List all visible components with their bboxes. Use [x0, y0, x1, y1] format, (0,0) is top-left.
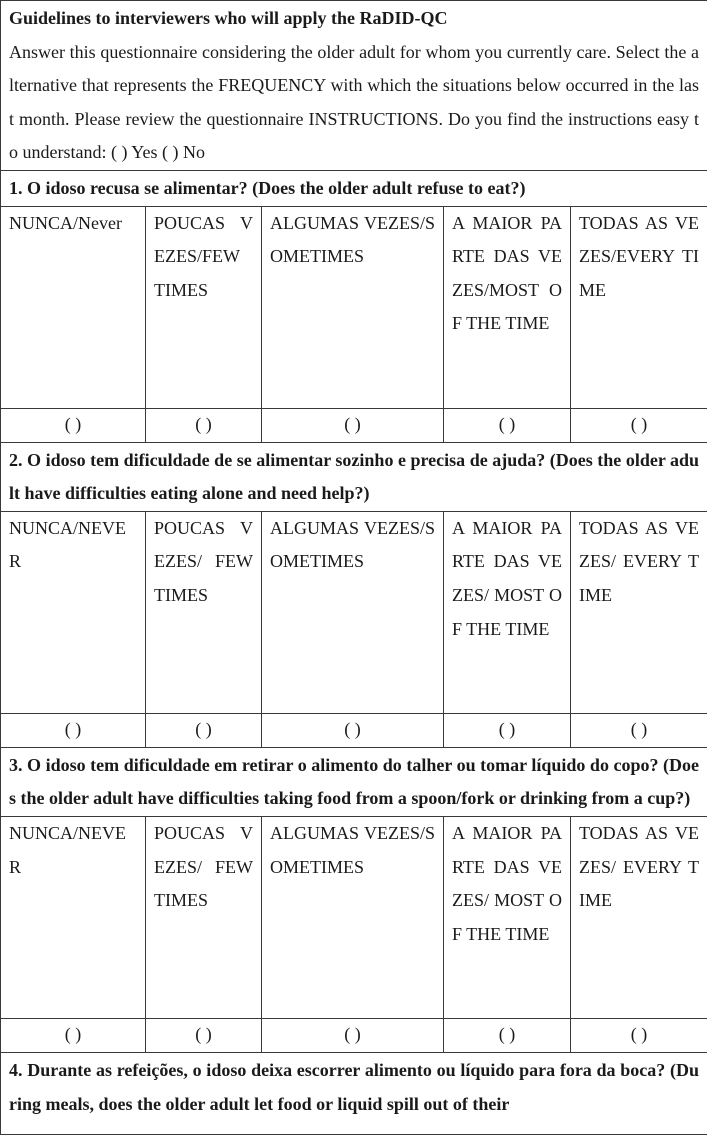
options-row: [1, 206, 707, 408]
answer-checkbox-most-of-the-time[interactable]: ( ): [444, 408, 571, 442]
answer-checkbox-every-time[interactable]: ( ): [571, 713, 707, 747]
answer-checkbox-few-times[interactable]: ( ): [146, 408, 262, 442]
marks-row: [1, 408, 707, 442]
option-never: NUNCA/Never: [1, 206, 146, 408]
option-sometimes: ALGUMAS VEZES/SOMETIMES: [262, 816, 444, 1018]
answer-checkbox-few-times[interactable]: ( ): [146, 1018, 262, 1052]
option-most-of-the-time: A MAIOR PARTE DAS VEZES/MOST OF THE TIME: [444, 206, 571, 408]
options-row: [1, 511, 707, 713]
question-3-text: 3. O idoso tem dificuldade em retirar o alimento do talher ou tomar líquido do copo? (Does the older adult have difficulties taking food from a spoon/fork or drinking from a cup?): [1, 747, 707, 816]
option-sometimes: ALGUMAS VEZES/SOMETIMES: [262, 511, 444, 713]
answer-checkbox-every-time[interactable]: ( ): [571, 1018, 707, 1052]
question-row: [1, 1052, 707, 1134]
options-row: [1, 816, 707, 1018]
guidelines-row: [1, 1, 707, 171]
marks-row: [1, 713, 707, 747]
guidelines-title: Guidelines to interviewers who will apply the RaDID-QC: [9, 2, 699, 36]
answer-checkbox-never[interactable]: ( ): [1, 713, 146, 747]
option-sometimes: ALGUMAS VEZES/SOMETIMES: [262, 206, 444, 408]
guidelines-cell: [1, 1, 707, 171]
guidelines-text: Answer this questionnaire considering the older adult for whom you currently care. Select the alternative that represents the FREQUENCY with which the situations below occurred in the last month. Please review the questionnaire INSTRUCTIONS. Do you find the instructions easy to understand: ( ) Yes ( ) No: [9, 42, 699, 163]
answer-checkbox-sometimes[interactable]: ( ): [262, 713, 444, 747]
answer-checkbox-most-of-the-time[interactable]: ( ): [444, 713, 571, 747]
question-row: [1, 747, 707, 816]
option-every-time: TODAS AS VEZES/ EVERY TIME: [571, 511, 707, 713]
answer-checkbox-never[interactable]: ( ): [1, 408, 146, 442]
option-few-times: POUCAS VEZES/FEW TIMES: [146, 206, 262, 408]
option-never: NUNCA/NEVER: [1, 511, 146, 713]
option-every-time: TODAS AS VEZES/EVERY TIME: [571, 206, 707, 408]
answer-checkbox-most-of-the-time[interactable]: ( ): [444, 1018, 571, 1052]
answer-checkbox-never[interactable]: ( ): [1, 1018, 146, 1052]
question-4-text: 4. Durante as refeições, o idoso deixa escorrer alimento ou líquido para fora da boca? (During meals, does the older adult let food or liquid spill out of their: [1, 1052, 707, 1134]
option-few-times: POUCAS VEZES/ FEW TIMES: [146, 816, 262, 1018]
answer-checkbox-few-times[interactable]: ( ): [146, 713, 262, 747]
option-never: NUNCA/NEVER: [1, 816, 146, 1018]
question-1-text: 1. O idoso recusa se alimentar? (Does the older adult refuse to eat?): [1, 170, 707, 206]
question-row: [1, 170, 707, 206]
answer-checkbox-sometimes[interactable]: ( ): [262, 408, 444, 442]
option-most-of-the-time: A MAIOR PARTE DAS VEZES/ MOST OF THE TIME: [444, 511, 571, 713]
option-few-times: POUCAS VEZES/ FEW TIMES: [146, 511, 262, 713]
question-2-text: 2. O idoso tem dificuldade de se alimentar sozinho e precisa de ajuda? (Does the older adult have difficulties eating alone and need help?): [1, 442, 707, 511]
question-row: [1, 442, 707, 511]
marks-row: [1, 1018, 707, 1052]
answer-checkbox-sometimes[interactable]: ( ): [262, 1018, 444, 1052]
option-most-of-the-time: A MAIOR PARTE DAS VEZES/ MOST OF THE TIME: [444, 816, 571, 1018]
answer-checkbox-every-time[interactable]: ( ): [571, 408, 707, 442]
option-every-time: TODAS AS VEZES/ EVERY TIME: [571, 816, 707, 1018]
